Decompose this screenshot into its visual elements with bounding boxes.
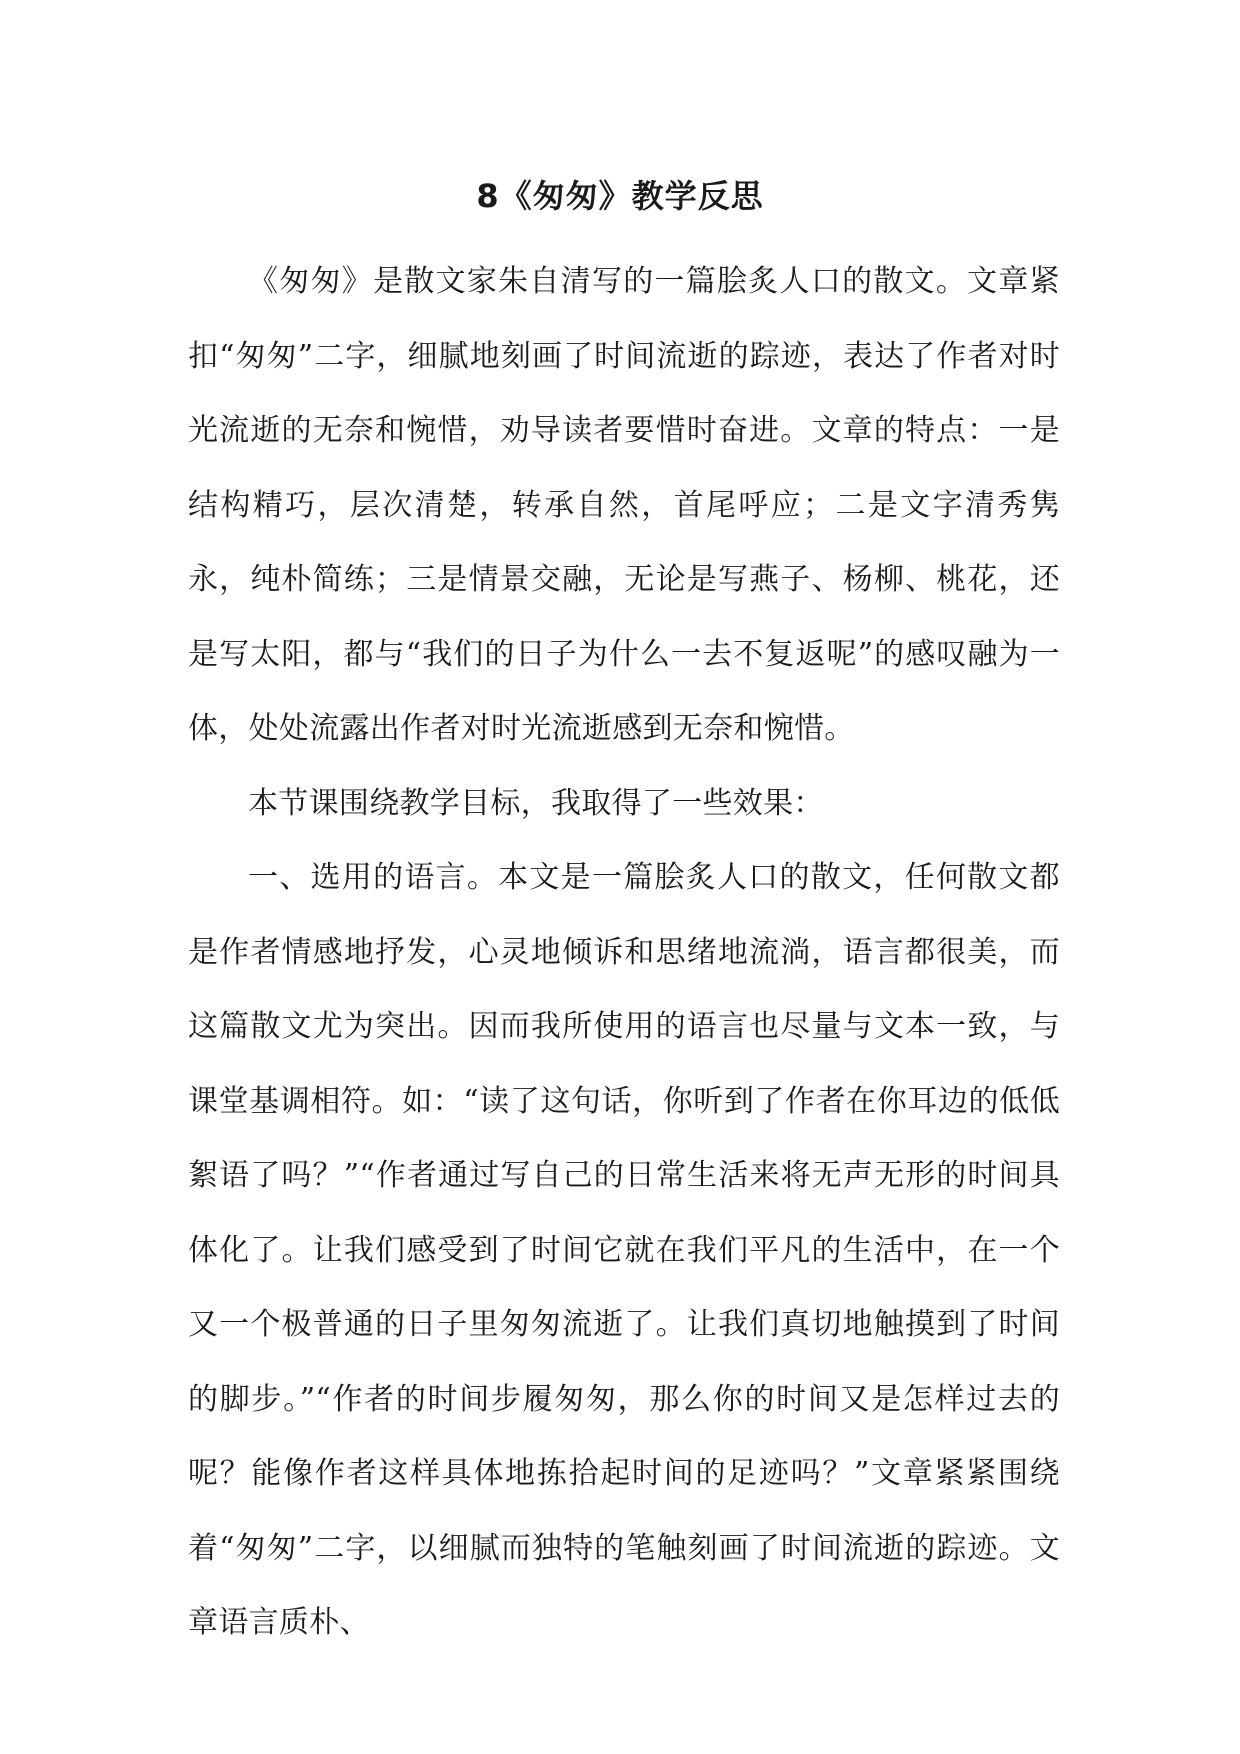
paragraph-effects-intro: 本节课围绕教学目标，我取得了一些效果： <box>248 785 824 821</box>
document-title: 8《匆匆》教学反思 <box>476 177 764 215</box>
paragraph-language: 一、选用的语言。本文是一篇脍炙人口的散文，任何散文都是作者情感地抒发，心灵地倾诉和思绪地流淌，语言都很美，而这篇散文尤为突出。因而我所使用的语言也尽量与文本一致，与课堂基调相符。如：“读了这句话，你听到了作者在你耳边的低低絮语了吗？”“作者通过写自己的日常生活来将无声无形的时间具体化了。让我们感受到了时间它就在我们平凡的生活中，在一个又一个极普通的日子里匆匆流逝了。让我们真切地触摸到了时间的脚步。”“作者的时间步履匆匆，那么你的时间又是怎样过去的呢？能像作者这样具体地拣拾起时间的足迹吗？”文章紧紧围绕着“匆匆”二字，以细腻而独特的笔触刻画了时间流逝的踪迹。文章语言质朴、 <box>188 860 1060 1640</box>
document-body <box>188 245 1060 1661</box>
paragraph-intro: 《匆匆》是散文家朱自清写的一篇脍炙人口的散文。文章紧扣“匆匆”二字，细腻地刻画了时间流逝的踪迹，表达了作者对时光流逝的无奈和惋惜，劝导读者要惜时奋进。文章的特点：一是结构精巧，层次清楚，转承自然，首尾呼应；二是文字清秀隽永，纯朴简练；三是情景交融，无论是写燕子、杨柳、桃花，还是写太阳，都与“我们的日子为什么一去不复返呢”的感叹融为一体，处处流露出作者对时光流逝感到无奈和惋惜。 <box>188 264 1060 746</box>
